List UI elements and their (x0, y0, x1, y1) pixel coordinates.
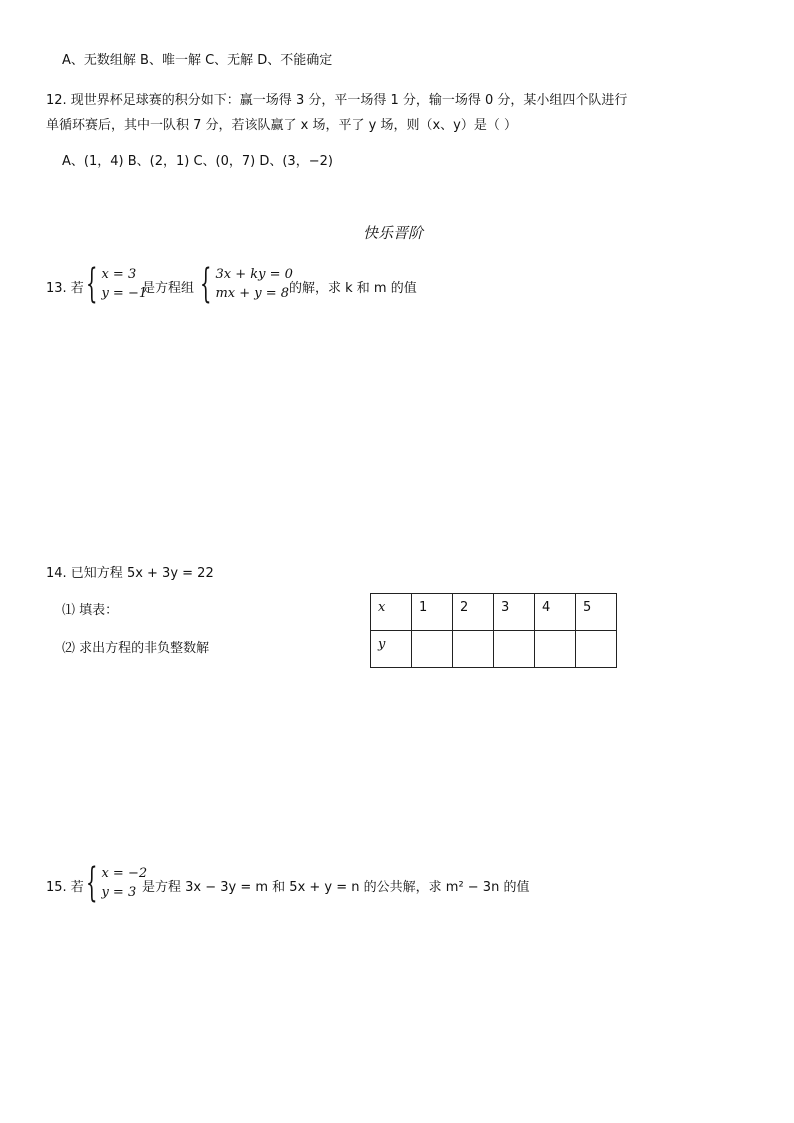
table-cell-x: 1 (412, 594, 453, 631)
table-header-y: y (371, 631, 412, 668)
q13-sys1-eq2: y = −1 (101, 286, 148, 301)
table-row (371, 594, 617, 631)
table-cell-x: 2 (453, 594, 494, 631)
q14-part2: ⑵ 求出方程的非负整数解 (62, 641, 210, 656)
q15-system (86, 860, 148, 906)
table-cell-y[interactable] (494, 631, 535, 668)
table-cell-x: 4 (535, 594, 576, 631)
q15-prefix: 15. 若 (46, 880, 84, 895)
q13-sys2-eq2: mx + y = 8 (215, 286, 290, 301)
q11-options: A、无数组解 B、唯一解 C、无解 D、不能确定 (62, 53, 333, 68)
q15-sys-eq2: y = 3 (101, 885, 137, 900)
table-cell-y[interactable] (576, 631, 617, 668)
brace-icon: { (200, 261, 212, 307)
q14-value-table (370, 593, 617, 668)
q13-system-1 (86, 261, 148, 307)
table-row (371, 631, 617, 668)
q15-sys-eq1: x = −2 (101, 866, 148, 881)
q15-suffix: 是方程 3x − 3y = m 和 5x + y = n 的公共解，求 m² − 3n 的值 (142, 880, 530, 895)
q13-sys2-eq1: 3x + ky = 0 (215, 267, 293, 282)
table-cell-x: 3 (494, 594, 535, 631)
table-cell-x: 5 (576, 594, 617, 631)
q12-stem-line2: 单循环赛后，其中一队积 7 分，若该队赢了 x 场，平了 y 场，则（x、y）是（ ） (46, 118, 517, 133)
q12-stem-line1: 12. 现世界杯足球赛的积分如下：赢一场得 3 分，平一场得 1 分，输一场得 0 分，某小组四个队进行 (46, 93, 628, 108)
q14-stem: 14. 已知方程 5x + 3y = 22 (46, 566, 214, 581)
table-cell-y[interactable] (412, 631, 453, 668)
table-cell-y[interactable] (535, 631, 576, 668)
table-header-x: x (371, 594, 412, 631)
section-title: 快乐晋阶 (363, 224, 424, 242)
q13-prefix: 13. 若 (46, 281, 84, 296)
q13-sys1-eq1: x = 3 (101, 267, 137, 282)
table-cell-y[interactable] (453, 631, 494, 668)
q12-options: A、(1，4) B、(2，1) C、(0，7) D、(3，−2) (62, 154, 333, 169)
q13-mid: 是方程组 (142, 281, 195, 296)
q14-part1: ⑴ 填表： (62, 603, 119, 618)
brace-icon: { (86, 261, 98, 307)
q13-suffix: 的解，求 k 和 m 的值 (289, 281, 417, 296)
q13-system-2 (200, 261, 293, 307)
brace-icon: { (86, 860, 98, 906)
